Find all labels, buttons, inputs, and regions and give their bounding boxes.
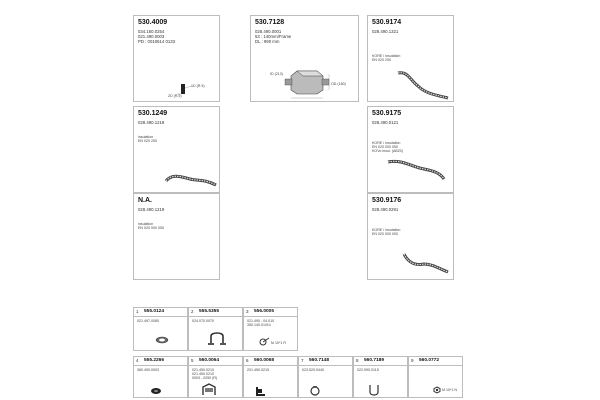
part-card-530-9175[interactable]	[367, 106, 454, 193]
hanger-icon	[244, 357, 299, 399]
nut-icon	[409, 357, 464, 399]
part-number: 560.0772	[419, 358, 440, 363]
note-line: EN 020 000 050	[372, 145, 398, 149]
spec-line: 022.090.0115	[357, 368, 379, 372]
part-number: N.A.	[138, 197, 152, 204]
spec-line: 023.520.0440	[302, 368, 324, 372]
item-number: 6	[246, 358, 249, 363]
thread-label: M 10*1 N	[442, 388, 457, 392]
thread-label: M 10*1 R	[271, 341, 286, 345]
note-line: insulation	[138, 222, 154, 226]
spec-line: 028.490.1219	[138, 120, 165, 125]
part-card-530-4009[interactable]	[133, 15, 220, 102]
note-line: EN 020 000 000	[372, 232, 398, 236]
part-card-530-1249[interactable]	[133, 106, 220, 193]
part-card-na[interactable]	[133, 193, 220, 280]
part-number: 556.0005	[254, 309, 275, 314]
part-number: 530.9175	[372, 110, 402, 117]
spec-line: 028.490.0001	[255, 29, 282, 34]
part-number: 530.9176	[372, 197, 402, 204]
spec-line: DL : 990 mm	[255, 39, 280, 44]
fitting-card-1[interactable]	[133, 307, 188, 351]
note-line: KORE / insulation	[372, 228, 401, 232]
fitting-card-6[interactable]	[243, 356, 298, 398]
dimension-label: 2D (R.5)	[168, 94, 182, 98]
dimension-label: 1D (R.5)	[191, 84, 205, 88]
spec-line: 53 : 140mm/Frame	[255, 34, 292, 39]
part-number: 555.2266	[144, 358, 165, 363]
dimension-label: OD (180)	[331, 82, 346, 86]
item-number: 2	[191, 309, 194, 314]
spec-line: 021.490 - 04.010	[247, 319, 275, 323]
rubber-mount-icon	[134, 357, 189, 399]
part-number: 530.9174	[372, 19, 402, 26]
part-number: 555.0124	[144, 309, 165, 314]
bracket-icon	[189, 357, 244, 399]
spec-line: 021.450.0210	[192, 368, 214, 372]
part-number: 560.7189	[364, 358, 385, 363]
note-line: EN 020 000 050	[138, 226, 164, 230]
fitting-card-2[interactable]	[188, 307, 243, 351]
fitting-card-8[interactable]	[353, 356, 408, 398]
spec-line: 028.490.1321	[372, 29, 399, 34]
item-number: 9	[411, 358, 414, 363]
fitting-card-7[interactable]	[298, 356, 353, 398]
gasket-icon	[134, 308, 189, 352]
item-number: 4	[136, 358, 139, 363]
spec-line: 201.450.0215	[247, 368, 269, 372]
part-number: 555.5355	[199, 309, 220, 314]
clamp-ring-icon	[299, 357, 354, 399]
bolt-icon	[244, 308, 299, 352]
fitting-card-5[interactable]	[188, 356, 243, 398]
part-number: 560.0064	[199, 358, 220, 363]
part-card-530-9174[interactable]	[367, 15, 454, 102]
spec-line: 024.070.0070	[192, 319, 214, 323]
spec-line: 034.160.0254	[138, 29, 165, 34]
note-line: EN 020 250	[372, 58, 391, 62]
fitting-card-4[interactable]	[133, 356, 188, 398]
exhaust-pipe-drawing	[368, 16, 455, 103]
spec-line: 021.450.0210	[192, 372, 214, 376]
part-number: 560.7148	[309, 358, 330, 363]
spec-line: 028.490.0291	[372, 207, 399, 212]
exhaust-pipe-drawing	[368, 107, 455, 194]
exhaust-pipe-drawing	[368, 194, 455, 281]
fitting-card-9[interactable]	[408, 356, 463, 398]
part-card-530-9176[interactable]	[367, 193, 454, 280]
part-card-530-7128[interactable]	[250, 15, 359, 102]
spec-line: 028.490.1219	[138, 207, 165, 212]
note-line: insulation	[138, 135, 154, 139]
u-bolt-icon	[354, 357, 409, 399]
clamp-icon	[189, 308, 244, 352]
note-line: EN 020 250	[138, 139, 157, 143]
spec-line: PD : 0010614 0133	[138, 39, 176, 44]
part-number: 560.0068	[254, 358, 275, 363]
note-line: KORE / insulation	[372, 141, 401, 145]
exhaust-pipe-drawing	[134, 107, 221, 194]
item-number: 1	[136, 309, 139, 314]
spec-line: 0003 - 0250 (R)	[192, 376, 218, 380]
spec-line: 021.497.0080	[137, 319, 159, 323]
spec-line: 021.490.0003	[138, 34, 165, 39]
fitting-card-3[interactable]	[243, 307, 298, 351]
flex-pipe-drawing	[134, 16, 221, 103]
spec-line: 360.490.0003	[137, 368, 159, 372]
item-number: 8	[356, 358, 359, 363]
spec-line: 028.490.0121	[372, 120, 399, 125]
dimension-label: ID (213)	[270, 72, 283, 76]
part-number: 530.1249	[138, 110, 168, 117]
note-line: KOVo insul. (AB20)	[372, 149, 403, 153]
item-number: 3	[246, 309, 249, 314]
spec-line: 350.140.01/01/	[247, 323, 271, 327]
part-number: 530.4009	[138, 19, 168, 26]
note-line: KORE / insulation	[372, 54, 401, 58]
item-number: 5	[191, 358, 194, 363]
part-number: 530.7128	[255, 19, 285, 26]
catalytic-converter-drawing	[251, 16, 360, 103]
item-number: 7	[301, 358, 304, 363]
